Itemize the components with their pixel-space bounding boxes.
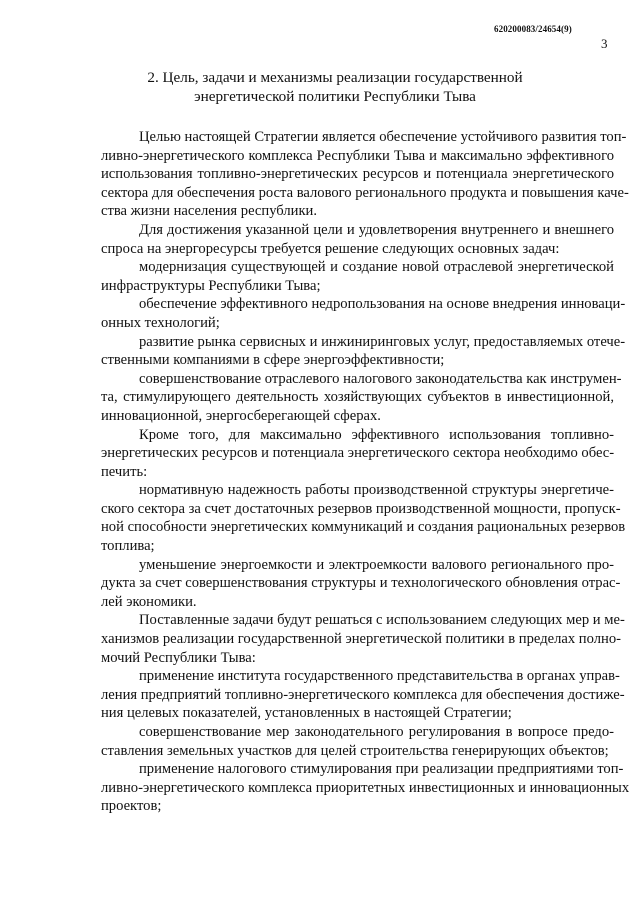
paragraph-line: ственными компаниями в сфере энергоэффективности; <box>101 352 445 369</box>
paragraph-line: спроса на энергоресурсы требуется решение следующих основных задач: <box>101 240 560 257</box>
document-id: 620200083/24654(9) <box>494 24 572 34</box>
paragraph <box>63 295 626 332</box>
paragraph <box>63 556 621 612</box>
paragraph-line: Поставленные задачи будут решаться с использованием следующих мер и ме- <box>139 612 625 629</box>
paragraph-line: развитие рынка сервисных и инжиниринговых услуг, предоставляемых отече- <box>139 333 626 350</box>
paragraph-line: ханизмов реализации государственной энергетической политики в пределах полно- <box>101 631 621 648</box>
paragraph <box>63 611 625 667</box>
paragraph-line: онных технологий; <box>101 314 220 331</box>
paragraph-line: уменьшение энергоемкости и электроемкости валового регионального про- <box>139 556 614 573</box>
paragraph-line: инфраструктуры Республики Тыва; <box>101 277 321 294</box>
paragraph <box>63 258 614 295</box>
paragraph <box>63 426 614 482</box>
paragraph-line: совершенствование мер законодательного регулирования в вопросе предо- <box>139 724 614 740</box>
paragraph <box>63 760 630 816</box>
paragraph-line: ливно-энергетического комплекса приоритетных инвестиционных и инновационных <box>101 779 630 796</box>
paragraph <box>63 370 622 426</box>
paragraph-line: Целью настоящей Стратегии является обеспечение устойчивого развития топ- <box>139 129 627 145</box>
paragraph-line: инновационной, энергосберегающей сферах. <box>101 407 381 424</box>
paragraph-line: Кроме того, для максимально эффективного использования топливно- <box>139 426 614 443</box>
paragraph-line: ной способности энергетических коммуникаций и создания рациональных резервов <box>101 519 626 536</box>
paragraph-line: совершенствование отраслевого налогового законодательства как инструмен- <box>139 370 622 387</box>
paragraph-line: печить: <box>101 463 148 480</box>
heading-line: энергетической политики Республики Тыва <box>194 88 476 105</box>
paragraph <box>63 723 614 760</box>
paragraph-line: та, стимулирующего деятельность хозяйствующих субъектов в инвестиционной, <box>101 389 614 406</box>
paragraph-line: сектора для обеспечения роста валового регионального продукта и повышения каче- <box>101 184 629 201</box>
paragraph-line: обеспечение эффективного недропользования на основе внедрения инноваци- <box>139 296 626 313</box>
paragraph-line: лей экономики. <box>101 593 197 610</box>
paragraph-line: ставления земельных участков для целей строительства генерирующих объектов; <box>101 742 609 759</box>
paragraph-line: мочий Республики Тыва: <box>101 649 256 666</box>
paragraph-line: энергетических ресурсов и потенциала энергетического сектора необходимо обес- <box>101 445 615 462</box>
paragraph-line: топлива; <box>101 538 155 555</box>
paragraph-line: дукта за счет совершенствования структуры и технологического обновления отрас- <box>101 575 621 592</box>
paragraph-line: нормативную надежность работы производственной структуры энергетиче- <box>139 482 614 499</box>
paragraph-line: Для достижения указанной цели и удовлетворения внутреннего и внешнего <box>139 221 614 238</box>
paragraph-line: использования топливно-энергетических ресурсов и потенциала энергетического <box>101 166 614 183</box>
paragraph <box>63 128 629 221</box>
paragraph-line: применение налогового стимулирования при реализации предприятиями топ- <box>139 761 624 778</box>
body-text <box>63 128 630 816</box>
heading-line: 2. Цель, задачи и механизмы реализации государственной <box>147 69 523 86</box>
paragraph-line: ливно-энергетического комплекса Республики Тыва и максимально эффективного <box>101 147 614 164</box>
paragraph-line: ского сектора за счет достаточных резервов производственной мощности, пропуск- <box>101 500 621 517</box>
paragraph-line: ния целевых показателей, установленных в настоящей Стратегии; <box>101 705 512 722</box>
paragraph <box>63 667 625 723</box>
paragraph <box>63 221 614 258</box>
paragraph-line: применение института государственного представительства в органах управ- <box>139 668 620 685</box>
paragraph-line: ства жизни населения республики. <box>101 203 317 220</box>
paragraph-line: модернизация существующей и создание новой отраслевой энергетической <box>139 259 614 276</box>
section-heading <box>120 68 550 106</box>
paragraph <box>63 481 626 555</box>
page-number: 3 <box>601 36 608 51</box>
paragraph-line: ления предприятий топливно-энергетического комплекса для обеспечения достиже- <box>101 686 625 703</box>
paragraph-line: проектов; <box>101 798 162 815</box>
paragraph <box>63 333 626 370</box>
